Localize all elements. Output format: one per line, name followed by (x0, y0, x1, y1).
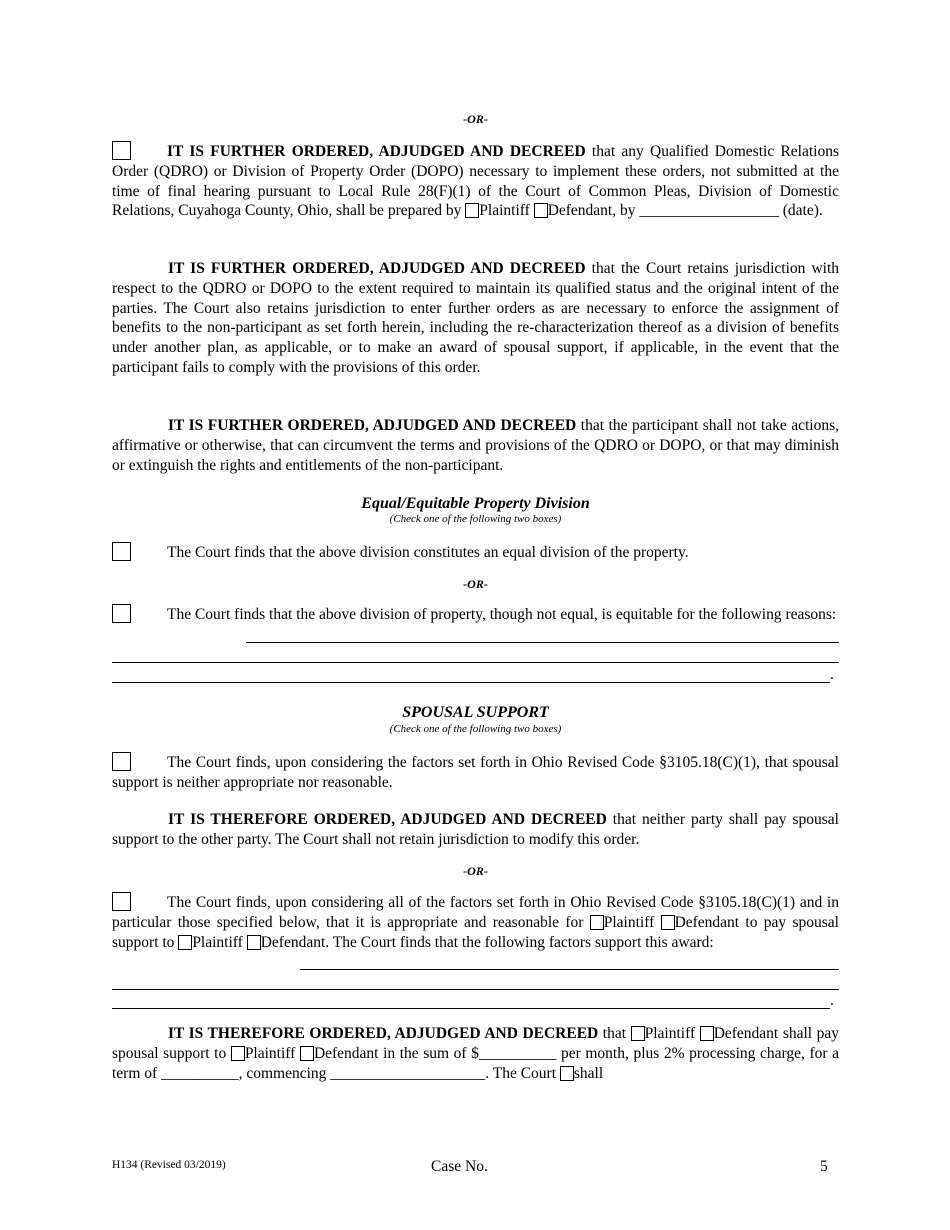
factors-line-1[interactable] (300, 969, 839, 970)
qdro-plaintiff-checkbox[interactable] (465, 203, 479, 218)
reasons-line-2[interactable] (112, 662, 839, 663)
final-payee-plaintiff-checkbox[interactable] (231, 1046, 245, 1061)
final-payor-plaintiff-checkbox[interactable] (631, 1026, 645, 1041)
equitable-heading: Equal/Equitable Property Division (361, 495, 590, 512)
final-payor-defendant-checkbox[interactable] (700, 1026, 714, 1041)
or-divider: -OR- (463, 577, 488, 591)
case-number-label: Case No. (431, 1158, 488, 1175)
spousal-support-payment-order: IT IS THEREFORE ORDERED, ADJUDGED AND DECREED that Plaintiff Defendant shall pay spousal support to Plaintiff Defendant in the sum of $__________ per month, plus 2% processing charge, for a term of __________, commencing ____________________. The Court shall (112, 1025, 840, 1082)
spousal-not-appropriate-checkbox[interactable] (112, 752, 131, 771)
no-spousal-support-order: IT IS THEREFORE ORDERED, ADJUDGED AND DECREED that neither party shall pay spousal support to the other party. The Court shall not retain jurisdiction to modify this order. (112, 811, 839, 848)
court-shall-checkbox[interactable] (560, 1066, 574, 1081)
page-number: 5 (820, 1158, 828, 1175)
commencing-date-blank[interactable]: ____________________ (330, 1064, 486, 1082)
reasons-line-1[interactable] (246, 642, 839, 643)
participant-paragraph: IT IS FURTHER ORDERED, ADJUDGED AND DECREED that the participant shall not take actions, affirmative or otherwise, that can circumvent the terms and provisions of the QDRO or DOPO, or that may diminish or extinguish the rights and entitlements of the non-participant. (112, 417, 839, 474)
spousal-not-appropriate-option: The Court finds, upon considering the factors set forth in Ohio Revised Code §3105.18(C)(1), that spousal support is neither appropriate nor reasonable. (112, 754, 839, 791)
payee-defendant-checkbox[interactable] (247, 935, 261, 950)
qdro-option-checkbox[interactable] (112, 141, 131, 160)
spousal-appropriate-checkbox[interactable] (112, 892, 131, 911)
final-payee-defendant-checkbox[interactable] (300, 1046, 314, 1061)
reasons-line-3[interactable] (112, 682, 830, 683)
qdro-lead: IT IS FURTHER ORDERED, ADJUDGED AND DECREED (167, 143, 586, 160)
or-divider: -OR- (463, 112, 488, 126)
equitable-division-checkbox[interactable] (112, 604, 131, 623)
qdro-paragraph: IT IS FURTHER ORDERED, ADJUDGED AND DECREED that any Qualified Domestic Relations Order (QDRO) or Division of Property Order (DOPO) necessary to implement these orders, not submitted at the time of final hearing pursuant to Local Rule 28(F)(1) of the Court of Common Pleas, Division of Domestic Relations, Cuyahoga County, Ohio, shall be prepared by Plaintiff Defendant, by __________________ (date). (112, 143, 839, 220)
equitable-division-option: The Court finds that the above division of property, though not equal, is equitable for the following reasons: (112, 604, 839, 625)
term-blank[interactable]: __________ (161, 1064, 239, 1082)
monthly-sum-blank[interactable]: __________ (478, 1044, 557, 1062)
spousal-support-heading: SPOUSAL SUPPORT (402, 704, 549, 721)
spousal-appropriate-option: The Court finds, upon considering all of the factors set forth in Ohio Revised Code §3105.18(C)(1) and in particular those specified below, that it is appropriate and reasonable for Plaintiff Defendant to pay spousal support to Plaintiff Defendant. The Court finds that the following factors support this award: (112, 894, 839, 951)
jurisdiction-paragraph: IT IS FURTHER ORDERED, ADJUDGED AND DECREED that the Court retains jurisdiction with respect to the QDRO or DOPO to the extent required to maintain its qualified status and the original intent of the parties. The Court also retains jurisdiction to enter further orders as are necessary to enforce the assignment of benefits to the non-participant as set forth herein, including the re-characterization thereof as a division of benefits under another plan, as applicable, or to make an award of spousal support, if applicable, in the event that the participant fails to comply with the provisions of this order. (112, 260, 840, 376)
form-id: H134 (Revised 03/2019) (112, 1159, 226, 1171)
qdro-date-blank[interactable]: __________________ (639, 202, 779, 220)
equal-division-option: The Court finds that the above division constitutes an equal division of the property. (112, 542, 839, 563)
qdro-defendant-checkbox[interactable] (534, 203, 548, 218)
payee-plaintiff-checkbox[interactable] (178, 935, 192, 950)
factors-line-3[interactable] (112, 1008, 830, 1009)
equitable-subheading: (Check one of the following two boxes) (389, 513, 562, 525)
factors-period: . (830, 992, 834, 1009)
payor-plaintiff-checkbox[interactable] (590, 915, 604, 930)
payor-defendant-checkbox[interactable] (661, 915, 675, 930)
factors-line-2[interactable] (112, 989, 839, 990)
reasons-period: . (830, 666, 834, 683)
equal-division-checkbox[interactable] (112, 542, 131, 561)
spousal-support-subheading: (Check one of the following two boxes) (389, 723, 562, 735)
or-divider: -OR- (463, 864, 488, 878)
